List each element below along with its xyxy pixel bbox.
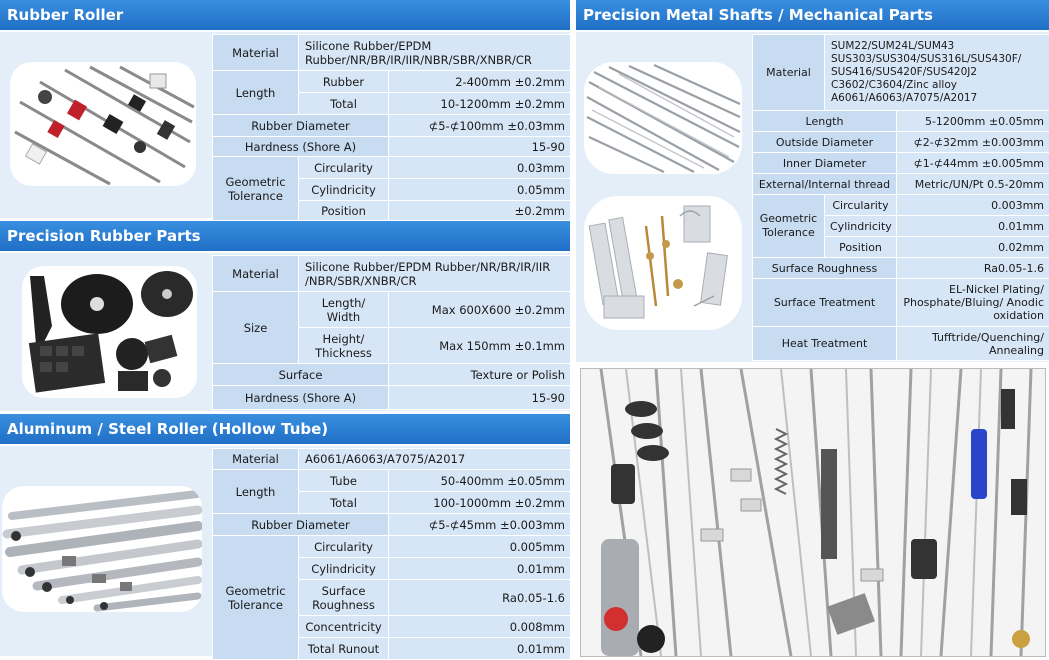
rubber-roller-title: Rubber Roller	[7, 6, 123, 24]
hardness-value: 15-90	[389, 137, 571, 157]
al-circularity-label: Circularity	[299, 536, 389, 558]
hardness-label: Hardness (Shore A)	[213, 137, 389, 157]
precision-rubber-table	[212, 255, 571, 410]
metal-shafts-table	[752, 34, 1049, 361]
al-geometric-tolerance-label: Geometric Tolerance	[213, 536, 299, 660]
material-value: Silicone Rubber/EPDM Rubber/NR/BR/IR/IIR/NBR/SBR/XNBR/CR	[299, 35, 571, 71]
al-length-label: Length	[213, 470, 299, 514]
aluminum-roller-table	[212, 448, 571, 660]
ms-circularity-label: Circularity	[825, 195, 897, 216]
ms-heat-treatment-label: Heat Treatment	[753, 327, 897, 361]
ms-thread-label: External/Internal thread	[753, 174, 897, 195]
product-collage-photo	[580, 368, 1046, 657]
al-concentricity-value: 0.008mm	[389, 616, 571, 638]
ms-material-value: SUM22/SUM24L/SUM43 SUS303/SUS304/SUS316L/SUS430F/ SUS416/SUS420F/SUS420J2 C3602/C3604/Zinc alloy A6061/A6063/A7075/A2017	[825, 35, 1049, 111]
al-rubber-diameter-value: ⊄5-⊄45mm ±0.003mm	[389, 514, 571, 536]
al-tube-label: Tube	[299, 470, 389, 492]
al-surface-roughness-label: Surface Roughness	[299, 580, 389, 616]
pr-length-width-value: Max 600X600 ±0.2mm	[389, 292, 571, 328]
rubber-diameter-label: Rubber Diameter	[213, 115, 389, 137]
pr-length-width-label: Length/ Width	[299, 292, 389, 328]
pr-height-thickness-value: Max 150mm ±0.1mm	[389, 328, 571, 364]
ms-length-value: 5-1200mm ±0.05mm	[897, 111, 1049, 132]
pr-material-label: Material	[213, 256, 299, 292]
rubber-length-label: Rubber	[299, 71, 389, 93]
total-length-label: Total	[299, 93, 389, 115]
total-length-value: 10-1200mm ±0.2mm	[389, 93, 571, 115]
rubber-roller-photo	[10, 62, 196, 186]
rubber-roller-banner	[0, 0, 570, 30]
precision-rubber-title: Precision Rubber Parts	[7, 227, 201, 245]
position-label: Position	[299, 201, 389, 221]
al-cylindricity-value: 0.01mm	[389, 558, 571, 580]
aluminum-roller-photo	[2, 486, 202, 612]
rubber-length-value: 2-400mm ±0.2mm	[389, 71, 571, 93]
position-value: ±0.2mm	[389, 201, 571, 221]
ms-inner-diameter-label: Inner Diameter	[753, 153, 897, 174]
al-total-value: 100-1000mm ±0.2mm	[389, 492, 571, 514]
cylindricity-label: Cylindricity	[299, 179, 389, 201]
length-label: Length	[213, 71, 299, 115]
rubber-roller-table	[212, 34, 571, 221]
metal-shafts-photo	[584, 62, 742, 174]
ms-cylindricity-value: 0.01mm	[897, 216, 1049, 237]
ms-heat-treatment-value: Tufftride/Quenching/ Annealing	[897, 327, 1049, 361]
ms-material-label: Material	[753, 35, 825, 111]
al-total-label: Total	[299, 492, 389, 514]
al-cylindricity-label: Cylindricity	[299, 558, 389, 580]
pr-material-value: Silicone Rubber/EPDM Rubber/NR/BR/IR/IIR /NBR/SBR/XNBR/CR	[299, 256, 571, 292]
ms-outside-diameter-label: Outside Diameter	[753, 132, 897, 153]
rubber-diameter-value: ⊄5-⊄100mm ±0.03mm	[389, 115, 571, 137]
pr-hardness-label: Hardness (Shore A)	[213, 386, 389, 410]
geometric-tolerance-label: Geometric Tolerance	[213, 157, 299, 221]
ms-thread-value: Metric/UN/Pt 0.5-20mm	[897, 174, 1049, 195]
al-surface-roughness-value: Ra0.05-1.6	[389, 580, 571, 616]
ms-geometric-tolerance-label: Geometric Tolerance	[753, 195, 825, 258]
al-tube-value: 50-400mm ±0.05mm	[389, 470, 571, 492]
precision-rubber-photo	[22, 266, 197, 398]
ms-position-value: 0.02mm	[897, 237, 1049, 258]
material-label: Material	[213, 35, 299, 71]
ms-surface-roughness-label: Surface Roughness	[753, 258, 897, 279]
ms-inner-diameter-value: ⊄1-⊄44mm ±0.005mm	[897, 153, 1049, 174]
circularity-value: 0.03mm	[389, 157, 571, 179]
al-material-label: Material	[213, 449, 299, 470]
precision-rubber-banner	[0, 221, 570, 251]
al-total-runout-label: Total Runout	[299, 638, 389, 660]
al-circularity-value: 0.005mm	[389, 536, 571, 558]
circularity-label: Circularity	[299, 157, 389, 179]
ms-length-label: Length	[753, 111, 897, 132]
ms-position-label: Position	[825, 237, 897, 258]
ms-surface-roughness-value: Ra0.05-1.6	[897, 258, 1049, 279]
ms-outside-diameter-value: ⊄2-⊄32mm ±0.003mm	[897, 132, 1049, 153]
ms-cylindricity-label: Cylindricity	[825, 216, 897, 237]
al-concentricity-label: Concentricity	[299, 616, 389, 638]
cylindricity-value: 0.05mm	[389, 179, 571, 201]
al-total-runout-value: 0.01mm	[389, 638, 571, 660]
al-material-value: A6061/A6063/A7075/A2017	[299, 449, 571, 470]
pr-height-thickness-label: Height/ Thickness	[299, 328, 389, 364]
pr-hardness-value: 15-90	[389, 386, 571, 410]
metal-shafts-title: Precision Metal Shafts / Mechanical Parts	[583, 6, 933, 24]
ms-surface-treatment-value: EL-Nickel Plating/ Phosphate/Bluing/ Anodic oxidation	[897, 279, 1049, 327]
mechanical-parts-photo	[584, 196, 742, 330]
aluminum-roller-banner	[0, 414, 570, 444]
pr-surface-value: Texture or Polish	[389, 364, 571, 386]
ms-surface-treatment-label: Surface Treatment	[753, 279, 897, 327]
pr-size-label: Size	[213, 292, 299, 364]
ms-circularity-value: 0.003mm	[897, 195, 1049, 216]
aluminum-roller-title: Aluminum / Steel Roller (Hollow Tube)	[7, 420, 328, 438]
pr-surface-label: Surface	[213, 364, 389, 386]
al-rubber-diameter-label: Rubber Diameter	[213, 514, 389, 536]
metal-shafts-banner	[576, 0, 1049, 30]
